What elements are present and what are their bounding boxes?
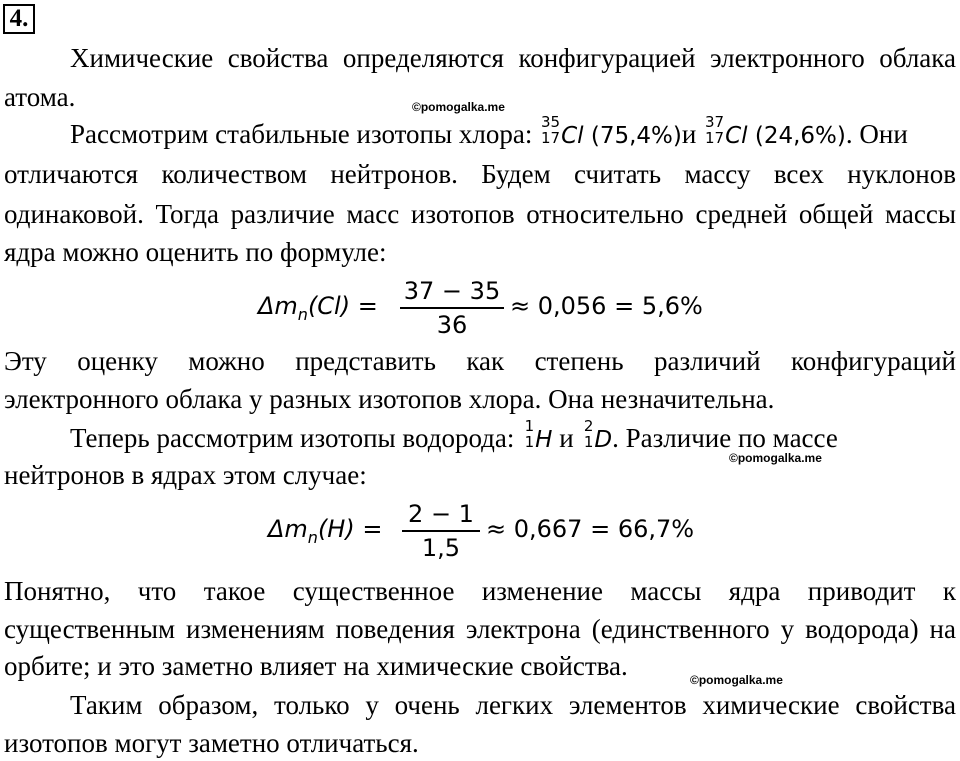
formula-cl-fraction-bar	[400, 307, 504, 309]
formula-cl	[258, 276, 718, 340]
formula-h-denominator: 1,5	[421, 534, 461, 562]
formula-h-sub: n	[307, 527, 318, 547]
h1-symbol: H	[535, 427, 553, 453]
watermark-1: ©pomogalka.me	[412, 100, 505, 114]
cl37-share: (24,6%)	[747, 123, 846, 149]
formula-h	[268, 499, 708, 563]
cl37-symbol: Cl	[725, 123, 748, 149]
p4-and: и	[552, 423, 581, 453]
formula-h-arg: (H) =	[317, 515, 383, 543]
p4-line1-start: Теперь рассмотрим изотопы водорода:	[70, 423, 522, 453]
cl37-z: 17	[705, 129, 725, 147]
formula-cl-sub: n	[297, 304, 308, 324]
p2-line3: одинаковой. Тогда различие масс изотопов относительно средней общей массы	[4, 199, 956, 229]
p6-line1: Таким образом, только у очень легких элементов химические свойства	[70, 690, 956, 720]
formula-cl-denominator: 36	[436, 311, 468, 339]
d2-z: 1	[583, 433, 594, 451]
formula-h-lhs	[268, 515, 382, 547]
isotope-cl35	[539, 113, 682, 154]
isotope-h1	[521, 417, 553, 458]
p5-line3: орбите; и это заметно влияет на химические свойства.	[4, 651, 628, 681]
p1-line2: атома.	[4, 82, 76, 112]
d2-mass: 2	[583, 417, 594, 435]
p3-line2: электронного облака у разных изотопов хлора. Она незначительна.	[4, 384, 775, 414]
d2-symbol: D	[594, 427, 613, 453]
formula-h-rhs: ≈ 0,667 = 66,7%	[486, 515, 695, 543]
formula-cl-fraction	[400, 276, 504, 340]
cl35-z: 17	[541, 129, 561, 147]
p2-line2: отличаются количеством нейтронов. Будем считать массу всех нуклонов	[4, 159, 956, 189]
formula-cl-rhs: ≈ 0,056 = 5,6%	[510, 292, 703, 320]
p4-line1	[70, 417, 956, 458]
formula-cl-lhs	[258, 292, 378, 324]
formula-h-delta-m: Δm	[268, 515, 308, 543]
p2-line1	[70, 113, 956, 154]
p2-line1-end: . Они	[845, 119, 908, 149]
formula-cl-numerator: 37 − 35	[403, 277, 501, 305]
cl35-share: (75,4%)	[583, 123, 682, 149]
isotope-cl37	[703, 113, 846, 154]
formula-cl-delta-m: Δm	[258, 292, 298, 320]
p1-line1: Химические свойства определяются конфигурацией электронного облака	[70, 43, 956, 73]
p4-line1-end: . Различие по массе	[612, 423, 838, 453]
cl35-symbol: Cl	[561, 123, 584, 149]
p2-and: и	[681, 119, 704, 149]
h1-z: 1	[524, 433, 535, 451]
problem-number: 4.	[3, 4, 35, 34]
p2-line1-start: Рассмотрим стабильные изотопы хлора:	[70, 119, 540, 149]
isotope-d2	[580, 417, 613, 458]
formula-h-numerator: 2 − 1	[408, 500, 474, 528]
watermark-3: ©pomogalka.me	[690, 673, 783, 687]
watermark-2: ©pomogalka.me	[729, 451, 822, 465]
p4-line2: нейтронов в ядрах этом случае:	[4, 460, 367, 490]
p5-line1: Понятно, что такое существенное изменение массы ядра приводит к	[4, 576, 956, 606]
p5-line2: существенным изменениям поведения электрона (единственного у водорода) на	[4, 614, 956, 644]
formula-h-fraction-bar	[402, 530, 480, 532]
h1-mass: 1	[524, 417, 535, 435]
p6-line2: изотопов могут заметно отличаться.	[4, 728, 419, 758]
formula-cl-arg: (Cl) =	[307, 292, 378, 320]
formula-h-fraction	[402, 499, 480, 563]
cl35-mass: 35	[541, 113, 561, 131]
cl37-mass: 37	[705, 113, 725, 131]
p2-line4: ядра можно оценить по формуле:	[4, 237, 387, 267]
p3-line1: Эту оценку можно представить как степень различий конфигураций	[4, 346, 956, 376]
